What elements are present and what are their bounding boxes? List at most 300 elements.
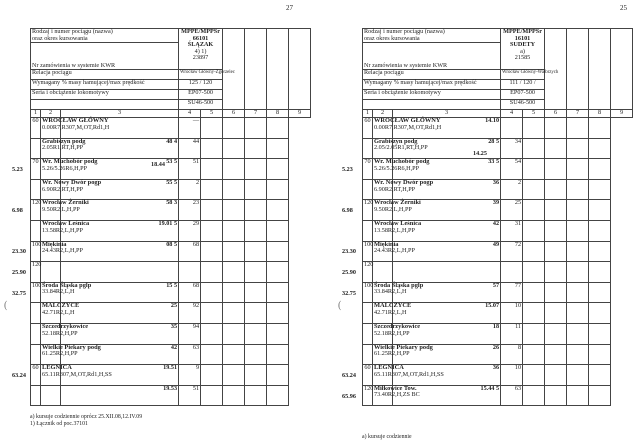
- page-number-right: 25: [620, 4, 627, 12]
- speed-cell: 100: [363, 241, 373, 262]
- empty-cell: [201, 282, 223, 303]
- station-code: R1,RT,H,PP: [397, 144, 428, 152]
- speed-cell: 70: [363, 159, 373, 180]
- time-cell: 25: [61, 303, 179, 324]
- station-cell: [373, 117, 442, 139]
- station-code: R2,RT,H,PP: [52, 185, 84, 193]
- station-name: LEGNICA: [374, 364, 404, 372]
- speed-cell: [31, 179, 41, 200]
- station-km: 65.11: [42, 370, 56, 378]
- time-cell: 42: [393, 220, 501, 241]
- station-cell: [373, 302, 412, 324]
- empty-cell: [523, 241, 545, 262]
- empty-cell: [245, 344, 267, 365]
- empty-cell: [267, 344, 289, 365]
- speed-cell: [363, 323, 373, 344]
- time-detail-cell: 77: [501, 282, 523, 303]
- timetable-row: [363, 385, 633, 406]
- station-code: R7,R307,M,OT,Rd1,H: [384, 123, 442, 131]
- km-marker: 5.23: [12, 166, 23, 173]
- timetable-row: [31, 118, 311, 139]
- header-train-info: MPPE/MPPSr 66101 ŚLĄZAK 4) 1) 23897: [179, 29, 223, 70]
- empty-cell: [589, 344, 611, 365]
- timetable-row: [363, 220, 633, 241]
- empty-cell: [223, 159, 245, 180]
- timetable-row: [31, 220, 311, 241]
- empty-cell: [567, 118, 589, 139]
- km-marker: 32.75: [12, 289, 26, 297]
- time-cell: 15 5: [61, 282, 179, 303]
- time-detail-cell: 2: [179, 179, 201, 200]
- time-cell: 33 5: [393, 159, 501, 180]
- empty-cell: [267, 159, 289, 180]
- empty-cell: [267, 118, 289, 139]
- station-cell: [373, 240, 415, 262]
- timetable-row: [31, 241, 311, 262]
- empty-cell: [223, 118, 245, 139]
- empty-cell: [223, 241, 245, 262]
- station-cell: [373, 322, 421, 344]
- timetable-row: [363, 200, 633, 221]
- empty-cell: [589, 365, 611, 386]
- station-km: 73.40: [374, 391, 388, 399]
- empty-cell: [201, 220, 223, 241]
- empty-cell: [267, 323, 289, 344]
- column-numbers: 1 2 3 4 5 6 7 8 9: [363, 110, 633, 118]
- station-cell: [373, 364, 444, 386]
- speed-cell: 100: [31, 241, 41, 262]
- km-marker: 25.90: [342, 268, 356, 276]
- time-detail-cell: 72: [501, 241, 523, 262]
- column-numbers: 1 2 3 4 5 6 7 8 9: [31, 110, 311, 118]
- time-cell: 18: [393, 323, 501, 344]
- empty-cell: [201, 303, 223, 324]
- empty-cell: [245, 179, 267, 200]
- time-detail-cell: 25: [501, 200, 523, 221]
- station-name: Środa Śląska pglp: [374, 281, 424, 289]
- time-detail-cell: 23: [179, 200, 201, 221]
- empty-cell: [223, 262, 245, 283]
- empty-cell: [523, 179, 545, 200]
- header-series-label: Seria i obciążenie lokomotywy: [363, 90, 501, 100]
- footnotes-left: a) kursuje codziennie oprócz 25.XII.08,12.IV.09 1) Łącznik od poc.37101: [30, 414, 143, 427]
- empty-cell: [567, 159, 589, 180]
- empty-cell: [245, 118, 267, 139]
- station-name: Wrocław Żerniki: [42, 199, 89, 207]
- time-cell: 49: [393, 241, 501, 262]
- empty-cell: [545, 303, 567, 324]
- time-detail-cell: 10: [501, 303, 523, 324]
- station-km: 6.90: [42, 185, 53, 193]
- station-code: R2,H,PP: [55, 329, 78, 337]
- speed-cell: [31, 138, 41, 159]
- empty-cell: [567, 220, 589, 241]
- empty-cell: [523, 323, 545, 344]
- timetable-row: [363, 323, 633, 344]
- station-cell: [41, 385, 61, 406]
- empty-cell: [223, 303, 245, 324]
- km-marker: 6.98: [12, 207, 23, 215]
- empty-cell: [589, 200, 611, 221]
- station-name: MALCZYCE: [42, 302, 80, 310]
- timetable-row: [31, 282, 311, 303]
- empty-cell: [589, 220, 611, 241]
- station-cell: [373, 343, 433, 365]
- station-cell: [41, 343, 101, 365]
- speed-cell: 60: [31, 118, 41, 139]
- speed-cell: [31, 303, 41, 324]
- empty-cell: [567, 138, 589, 159]
- empty-cell: [589, 323, 611, 344]
- time-detail-cell: 10: [501, 365, 523, 386]
- empty-cell: [545, 344, 567, 365]
- empty-cell: [545, 385, 567, 406]
- time-detail-cell: [501, 118, 523, 139]
- time-detail-cell: [179, 262, 201, 283]
- timetable-row: [363, 118, 633, 139]
- speed-cell: 120: [31, 200, 41, 221]
- empty-cell: [567, 282, 589, 303]
- station-name: Wrocław Żerniki: [374, 199, 421, 207]
- station-name: Środa Śląska pglp: [42, 281, 92, 289]
- station-cell: [41, 117, 110, 139]
- station-code: R7,R307,M,OT,Rd1,H: [52, 123, 110, 131]
- time-cell: 28 5: [393, 138, 501, 159]
- station-km: 33.84: [374, 288, 388, 296]
- station-name: Wrocław Leśnica: [374, 219, 422, 227]
- station-name: Miękinia: [42, 240, 67, 248]
- empty-cell: [589, 262, 611, 283]
- time-cell: 53 5: [61, 159, 179, 180]
- speed-cell: 120: [363, 385, 373, 406]
- header-train-label: Rodzaj i numer pociągu (nazwa) oraz okres kursowania: [363, 29, 501, 43]
- header-train-info: MPPE/MPPSr 16101 SUDETY a) 21585: [501, 29, 545, 70]
- station-cell: [373, 158, 430, 180]
- speed-cell: 60: [31, 365, 41, 386]
- empty-cell: [267, 365, 289, 386]
- time-detail-cell: 2: [501, 179, 523, 200]
- timetable-row: [31, 179, 311, 200]
- header-series1: EP07-500: [501, 90, 545, 100]
- empty-cell: [201, 179, 223, 200]
- timetable-row: [363, 303, 633, 324]
- speed-cell: [363, 220, 373, 241]
- speed-cell: [363, 138, 373, 159]
- km-marker: 23.30: [12, 248, 26, 256]
- station-cell: [373, 199, 421, 221]
- speed-cell: [31, 344, 41, 365]
- time-cell: 26: [393, 344, 501, 365]
- timetable-row: [363, 365, 633, 386]
- time-detail-cell: 51: [179, 159, 201, 180]
- km-marker: 5.23: [342, 166, 353, 173]
- empty-cell: [201, 159, 223, 180]
- empty-cell: [545, 118, 567, 139]
- time-cell: 19.01 5: [61, 220, 179, 241]
- timetable-row: [31, 365, 311, 386]
- station-name: MALCZYCE: [374, 302, 412, 310]
- station-km: 65.11: [374, 370, 388, 378]
- empty-cell: [589, 179, 611, 200]
- station-code: R2,L,H,PP: [387, 226, 415, 234]
- station-cell: [41, 219, 90, 241]
- time-detail-cell: 29: [179, 220, 201, 241]
- station-code: R2,L,H: [55, 288, 75, 296]
- station-km: 24.43: [374, 247, 388, 255]
- timetable-row: [363, 241, 633, 262]
- empty-cell: [523, 262, 545, 283]
- station-code: R2,L,H,PP: [55, 247, 83, 255]
- empty-cell: [201, 241, 223, 262]
- empty-cell: [245, 138, 267, 159]
- empty-cell: [545, 159, 567, 180]
- station-cell: [41, 262, 61, 283]
- time-detail-cell: 9: [179, 365, 201, 386]
- station-code: R2,H,PP: [55, 350, 78, 358]
- station-code: R307,M,OT,Rd1,H,SS: [55, 370, 112, 378]
- station-cell: [41, 199, 89, 221]
- empty-cell: [267, 241, 289, 262]
- km-marker: 32.75: [342, 289, 356, 297]
- empty-cell: [545, 179, 567, 200]
- empty-cell: [267, 220, 289, 241]
- empty-cell: [567, 344, 589, 365]
- station-km: 61.25: [42, 350, 56, 358]
- empty-cell: [545, 138, 567, 159]
- station-cell: [373, 219, 422, 241]
- empty-cell: [523, 385, 545, 406]
- header-brake-label: Wymagany % masy hamującej/max prędkość: [31, 80, 179, 90]
- empty-cell: [523, 138, 545, 159]
- empty-cell: [589, 303, 611, 324]
- station-code: R2,L,H,PP: [52, 206, 80, 214]
- time-detail-cell: 68: [179, 241, 201, 262]
- header-relation: Wrocław Główny-Zgorzelec: [179, 70, 223, 80]
- timetable-row: [31, 385, 311, 406]
- timetable-body-right: [363, 118, 633, 406]
- station-name: Wr. Muchobór podg: [374, 158, 430, 166]
- empty-cell: [245, 365, 267, 386]
- empty-cell: [245, 282, 267, 303]
- station-cell: [373, 137, 428, 159]
- empty-cell: [245, 323, 267, 344]
- empty-cell: [245, 220, 267, 241]
- empty-cell: [245, 385, 267, 406]
- station-cell: [41, 158, 98, 180]
- time-cell: 39: [393, 200, 501, 221]
- station-km: 9.50: [374, 206, 385, 214]
- empty-cell: [201, 118, 223, 139]
- time-cell: 55 5: [61, 179, 179, 200]
- timetable-row: [31, 323, 311, 344]
- station-km: 42.71: [374, 309, 388, 317]
- station-name: Grabiszyn podg: [42, 137, 86, 145]
- station-name: Wr. Nowy Dwór pogp: [42, 178, 102, 186]
- empty-cell: [523, 365, 545, 386]
- station-cell: [41, 322, 89, 344]
- station-code: R1,RT,H,PP: [52, 144, 84, 152]
- speed-cell: 100: [31, 282, 41, 303]
- first-time-left: 18.44: [151, 161, 165, 168]
- speed-cell: [363, 344, 373, 365]
- station-cell: [373, 262, 393, 283]
- empty-cell: [201, 365, 223, 386]
- header-series1: EP07-500: [179, 90, 223, 100]
- empty-cell: [201, 200, 223, 221]
- timetable-row: [363, 282, 633, 303]
- km-marker: 65.96: [342, 392, 356, 400]
- empty-cell: [267, 385, 289, 406]
- station-name: LEGNICA: [42, 364, 72, 372]
- second-time-right: 14.25: [473, 150, 487, 157]
- header-order-label: Nr zamówienia w systemie KWR: [363, 43, 501, 70]
- empty-cell: [223, 138, 245, 159]
- header-brake: 125 / 120: [179, 80, 223, 90]
- page-number-left: 27: [286, 4, 293, 12]
- station-cell: [41, 364, 112, 386]
- empty-cell: [523, 303, 545, 324]
- station-km: 2.05: [42, 144, 53, 152]
- time-cell: 36: [393, 365, 501, 386]
- station-km: 6.90: [374, 185, 385, 193]
- empty-cell: [201, 138, 223, 159]
- time-cell: 35: [61, 323, 179, 344]
- station-cell: [41, 137, 86, 159]
- empty-cell: [523, 159, 545, 180]
- time-detail-cell: 54: [501, 159, 523, 180]
- station-code: R2,H,ZS BC: [387, 391, 420, 399]
- timetable-row: [363, 344, 633, 365]
- empty-cell: [589, 138, 611, 159]
- time-cell: 15.44 5: [393, 385, 501, 406]
- time-cell: [393, 262, 501, 283]
- station-code: R2,L,H,PP: [384, 206, 412, 214]
- header-relation-label: Relacja pociągu: [31, 70, 179, 80]
- station-name: Wr. Nowy Dwór pogp: [374, 178, 434, 186]
- station-km: 2.05/2.05: [374, 144, 398, 152]
- time-cell: 19.51: [61, 365, 179, 386]
- speed-cell: 70: [31, 159, 41, 180]
- time-detail-cell: 44: [179, 138, 201, 159]
- station-name: Grabiszyn podg: [374, 137, 418, 145]
- station-name: Wr. Muchobór podg: [42, 158, 98, 166]
- time-detail-cell: 8: [501, 344, 523, 365]
- time-detail-cell: 68: [179, 282, 201, 303]
- empty-cell: [245, 241, 267, 262]
- km-marker: 63.24: [342, 371, 356, 379]
- empty-cell: [245, 262, 267, 283]
- timetable-row: [31, 344, 311, 365]
- empty-cell: [589, 282, 611, 303]
- header-series-label: Seria i obciążenie lokomotywy: [31, 90, 179, 100]
- empty-cell: [267, 138, 289, 159]
- punch-mark-left: (: [4, 300, 8, 311]
- time-cell: 14.10: [393, 118, 501, 139]
- speed-cell: 120: [31, 262, 41, 283]
- station-km: 42.71: [42, 309, 56, 317]
- station-cell: [41, 302, 80, 324]
- station-code: R2,RT,H,PP: [384, 185, 416, 193]
- header-series2: SU46-500: [501, 100, 545, 110]
- timetable-row: [31, 262, 311, 283]
- empty-cell: [267, 282, 289, 303]
- station-km: 52.18: [42, 329, 56, 337]
- station-name: Wielkie Piekary podg: [374, 343, 433, 351]
- time-cell: 15.07: [393, 303, 501, 324]
- empty-cell: [223, 282, 245, 303]
- time-cell: 19.53: [61, 385, 179, 406]
- station-name: WROCŁAW GŁÓWNY: [374, 117, 441, 124]
- station-name: Miękinia: [374, 240, 399, 248]
- empty-cell: [545, 282, 567, 303]
- station-km: 52.18: [374, 329, 388, 337]
- header-order-label: Nr zamówienia w systemie KWR: [31, 43, 179, 70]
- empty-cell: [201, 385, 223, 406]
- header-series2: SU46-500: [179, 100, 223, 110]
- timetable-row: [363, 159, 633, 180]
- time-detail-cell: 11: [501, 323, 523, 344]
- station-code: R6,H,PP: [397, 164, 420, 172]
- header-relation-label: Relacja pociągu: [363, 70, 501, 80]
- empty-cell: [523, 118, 545, 139]
- station-km: 0.00: [374, 123, 385, 131]
- time-cell: 57: [393, 282, 501, 303]
- time-detail-cell: 92: [179, 303, 201, 324]
- empty-cell: [545, 220, 567, 241]
- empty-cell: [523, 344, 545, 365]
- timetable-row: [363, 262, 633, 283]
- station-km: 13.58: [374, 226, 388, 234]
- speed-cell: [31, 385, 41, 406]
- punch-mark-right: (: [338, 300, 342, 311]
- station-km: 0.00: [42, 123, 53, 131]
- speed-cell: 60: [363, 118, 373, 139]
- timetable-row: [363, 138, 633, 159]
- speed-cell: [363, 179, 373, 200]
- speed-cell: 120: [363, 262, 373, 283]
- time-detail-cell: 63: [501, 385, 523, 406]
- time-detail-cell: 31: [501, 220, 523, 241]
- speed-cell: 60: [363, 365, 373, 386]
- empty-cell: [567, 241, 589, 262]
- empty-cell: [567, 179, 589, 200]
- timetable-row: [31, 159, 311, 180]
- empty-cell: [267, 262, 289, 283]
- km-marker: 6.98: [342, 207, 353, 215]
- time-detail-cell: —: [179, 118, 201, 139]
- station-km: 33.84: [42, 288, 56, 296]
- station-cell: [373, 384, 420, 406]
- empty-cell: [223, 220, 245, 241]
- station-cell: [41, 281, 92, 303]
- empty-cell: [545, 200, 567, 221]
- footnotes-right: a) kursuje codziennie: [362, 434, 412, 440]
- station-name: Szczedrzykowice: [42, 322, 89, 330]
- station-name: Miłkowice Tow.: [374, 384, 417, 392]
- km-marker: 63.24: [12, 371, 26, 379]
- empty-cell: [545, 241, 567, 262]
- empty-cell: [201, 344, 223, 365]
- station-km: 5.26/5.26: [42, 164, 66, 172]
- empty-cell: [567, 303, 589, 324]
- empty-cell: [267, 179, 289, 200]
- timetable-body-left: [31, 118, 311, 406]
- empty-cell: [245, 200, 267, 221]
- timetable-row: [363, 179, 633, 200]
- header-relation: Wrocław Główny-Wałbrzych: [501, 70, 545, 80]
- time-detail-cell: 94: [179, 323, 201, 344]
- empty-cell: [267, 200, 289, 221]
